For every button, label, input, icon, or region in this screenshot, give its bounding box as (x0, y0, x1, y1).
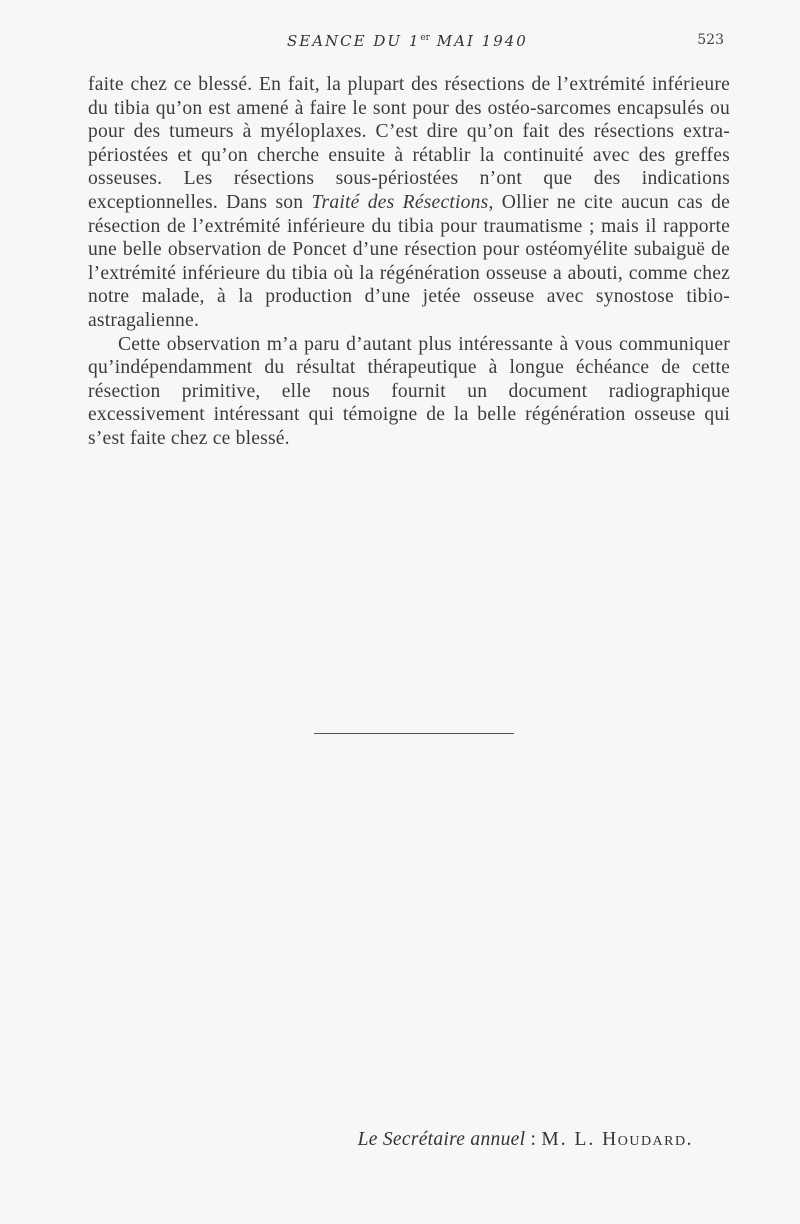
section-divider (314, 733, 514, 734)
running-title-prefix: SEANCE DU 1 (287, 32, 421, 50)
body-text (88, 73, 730, 451)
paragraph-1 (88, 73, 730, 333)
running-title-suffix: MAI 1940 (430, 32, 528, 50)
paragraph-2: Cette observation m’a paru d’autant plus intéressante à vous communiquer qu’indépendamment du résultat thérapeutique à longue échéance de cette résection primitive, elle nous fournit un document radiographique excessivement intéressant qui témoigne de la belle régénération osseuse qui s’est faite chez ce blessé. (88, 333, 730, 449)
signature-separator: : (525, 1129, 542, 1150)
paragraph-1-text-b: , Ollier ne cite aucun cas de résection de l’extrémité inférieure du tibia pour traumatisme ; mais il rapporte une belle observation de Poncet d’une résection pour ostéomyélite subaiguë de l’extrémité inférieure du tibia où la régénération osseuse a abouti, comme chez notre malade, à la production d’une jetée osseuse avec synostose tibio-astragalienne. (88, 191, 730, 331)
page-header (0, 30, 800, 56)
paragraph-1-text-a: faite chez ce blessé. En fait, la plupart des résections de l’extrémité inférieure du tibia qu’on est amené à faire le sont pour des ostéo-sarcomes encapsulés ou pour des tumeurs à myéloplaxes. C’est dire qu’on fait des résections extra-périostées et qu’on cherche ensuite à rétablir la continuité avec des greffes osseuses. Les résections sous-périostées n’ont que des indications exceptionnelles. Dans son (88, 74, 730, 213)
running-title (287, 32, 528, 50)
signature-name: Houdard. (602, 1129, 693, 1150)
signature (358, 1129, 693, 1151)
page-number: 523 (697, 32, 724, 48)
running-title-superscript: er (420, 33, 430, 43)
signature-label: Le Secrétaire annuel (357, 1129, 526, 1150)
book-title: Traité des Résections (311, 191, 489, 213)
signature-initials: M. L. (541, 1129, 603, 1150)
